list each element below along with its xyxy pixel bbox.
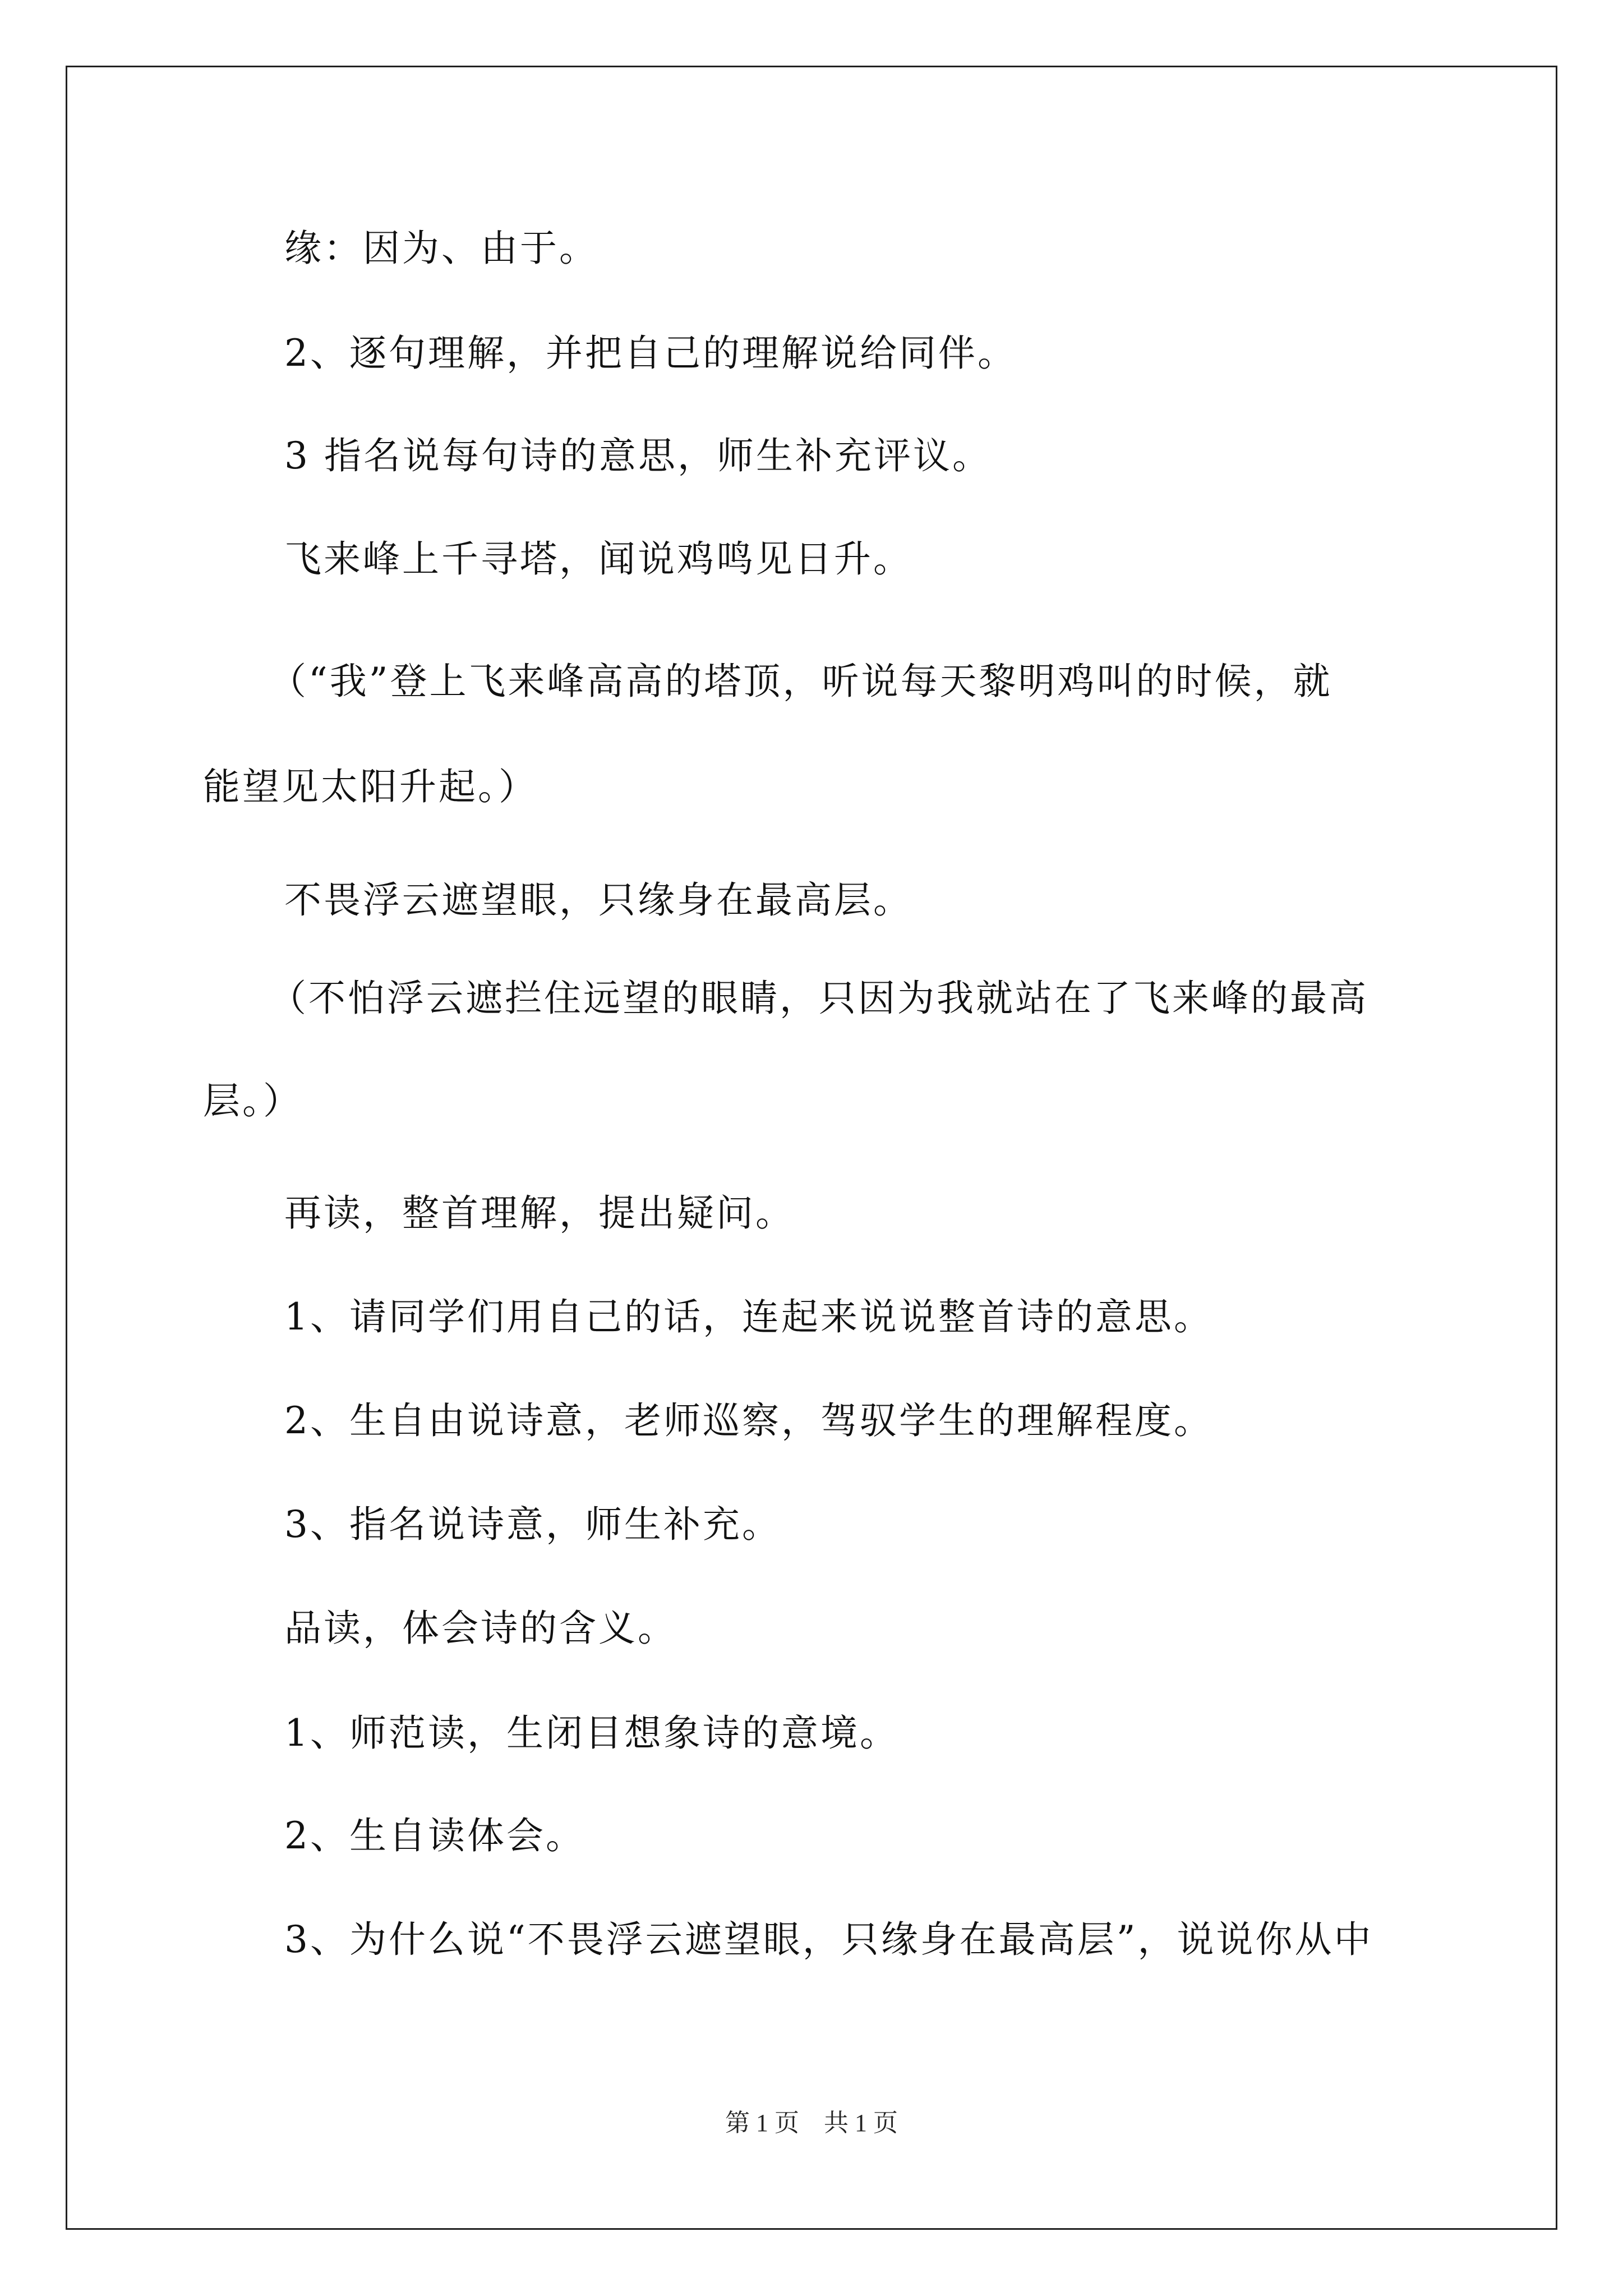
text-line: 1、师范读，生闭目想象诗的意境。 <box>284 1711 899 1755</box>
text-line: 能望见太阳升起。） <box>203 765 538 808</box>
text-line: 3、为什么说“不畏浮云遮望眼，只缘身在最高层”，说说你从中 <box>284 1918 1373 1961</box>
text-line: 1、请同学们用自己的话，连起来说说整首诗的意思。 <box>284 1295 1213 1338</box>
text-line: （不怕浮云遮拦住远望的眼睛，只因为我就站在了飞来峰的最高 <box>269 977 1368 1020</box>
page-footer: 第 1 页 共 1 页 <box>725 2109 898 2137</box>
page-border <box>66 66 1557 2230</box>
text-line: 品读，体会诗的含义。 <box>284 1607 677 1650</box>
text-line: 3、指名说诗意，师生补充。 <box>284 1503 781 1546</box>
text-line: 2、生自由说诗意，老师巡察，驾驭学生的理解程度。 <box>284 1399 1213 1442</box>
text-line: 再读，整首理解，提出疑问。 <box>284 1191 795 1235</box>
text-line: 2、生自读体会。 <box>284 1814 585 1857</box>
text-line: （“我”登上飞来峰高高的塔顶，听说每天黎明鸡叫的时候，就 <box>269 660 1332 703</box>
text-line: 不畏浮云遮望眼，只缘身在最高层。 <box>284 878 912 922</box>
text-line: 层。） <box>203 1079 302 1122</box>
text-line: 缘：因为、由于。 <box>284 227 598 270</box>
text-line: 3 指名说每句诗的意思，师生补充评议。 <box>284 434 992 477</box>
text-line: 飞来峰上千寻塔，闻说鸡鸣见日升。 <box>284 537 912 581</box>
text-line: 2、逐句理解，并把自己的理解说给同伴。 <box>284 332 1017 375</box>
